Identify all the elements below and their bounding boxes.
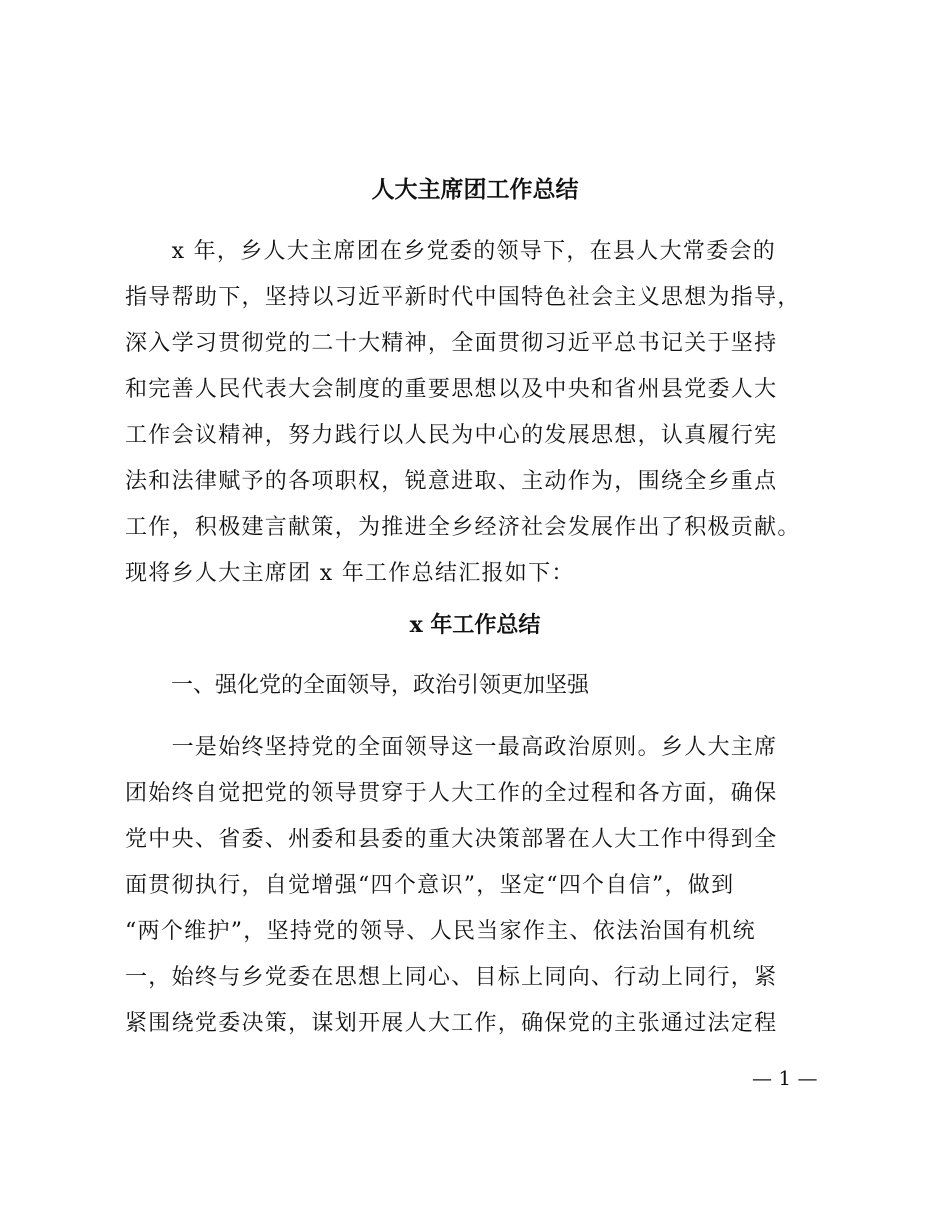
section-heading: 一、强化党的全面领导，政治引领更加坚强 bbox=[171, 673, 590, 698]
paragraph-line: x 年，乡人大主席团在乡党委的领导下，在县人大常委会的 bbox=[125, 239, 777, 264]
paragraph-line: 一是始终坚持党的全面领导这一最高政治原则。乡人大主席 bbox=[125, 735, 778, 760]
paragraph-line: 和完善人民代表大会制度的重要思想以及中央和省州县党委人大 bbox=[125, 377, 778, 402]
section-paragraph bbox=[125, 725, 838, 1047]
paragraph-line: 深入学习贯彻党的二十大精神，全面贯彻习近平总书记关于坚持 bbox=[125, 331, 778, 356]
paragraph-line: 指导帮助下，坚持以习近平新时代中国特色社会主义思想为指导， bbox=[125, 285, 801, 310]
paragraph-line: 面贯彻执行，自觉增强“四个意识”，坚定“四个自信”，做到 bbox=[125, 873, 735, 898]
section-subtitle: x 年工作总结 bbox=[409, 612, 541, 638]
paragraph-line: 团始终自觉把党的领导贯穿于人大工作的全过程和各方面，确保 bbox=[125, 781, 778, 806]
page-number: — 1 — bbox=[752, 1066, 818, 1090]
paragraph-line: 党中央、省委、州委和县委的重大决策部署在人大工作中得到全 bbox=[125, 827, 778, 852]
intro-paragraph bbox=[125, 229, 838, 597]
paragraph-line: 工作，积极建言献策，为推进全乡经济社会发展作出了积极贡献。 bbox=[125, 515, 801, 540]
paragraph-line: 现将乡人大主席团 x 年工作总结汇报如下： bbox=[125, 561, 575, 586]
paragraph-line: 一，始终与乡党委在思想上同心、目标上同向、行动上同行，紧 bbox=[125, 965, 778, 990]
paragraph-line: 法和法律赋予的各项职权，锐意进取、主动作为，围绕全乡重点 bbox=[125, 469, 778, 494]
document-title: 人大主席团工作总结 bbox=[371, 176, 579, 203]
paragraph-line: 紧围绕党委决策，谋划开展人大工作，确保党的主张通过法定程 bbox=[125, 1011, 778, 1036]
paragraph-line: 工作会议精神，努力践行以人民为中心的发展思想，认真履行宪 bbox=[125, 423, 778, 448]
paragraph-line: “两个维护”，坚持党的领导、人民当家作主、依法治国有机统 bbox=[125, 919, 756, 944]
